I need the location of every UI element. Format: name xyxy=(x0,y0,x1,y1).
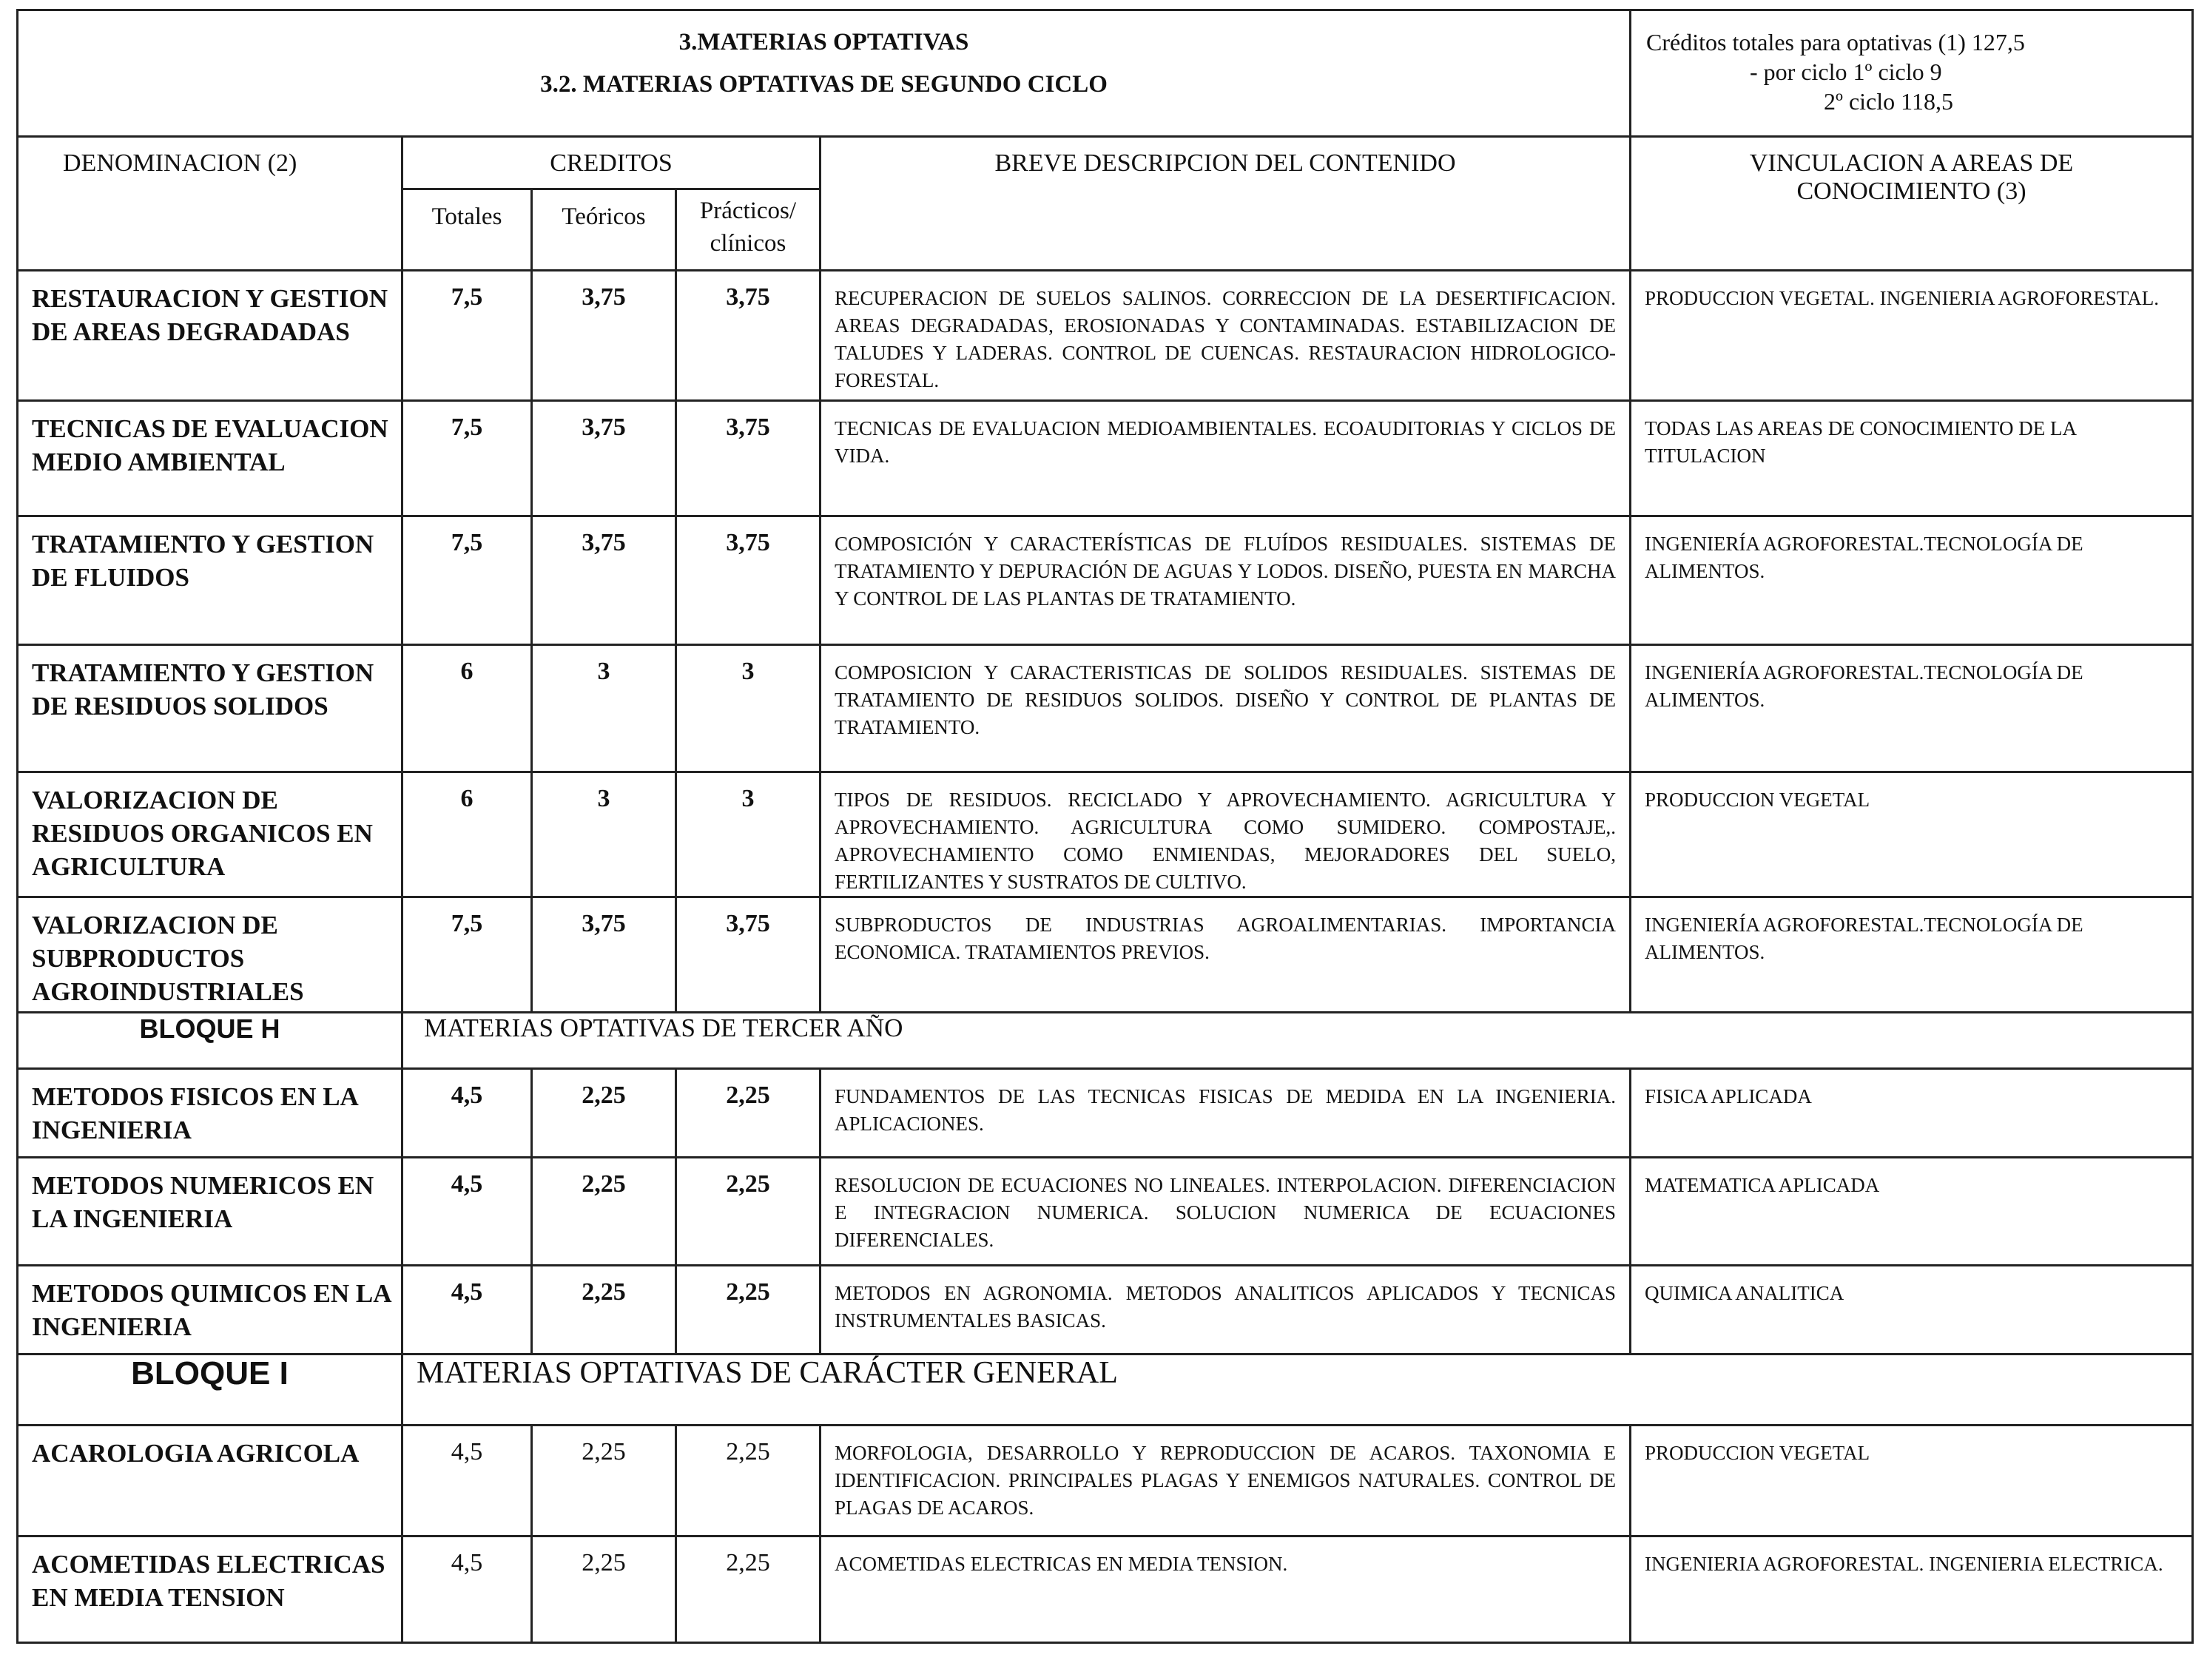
col-practicos-line1: Prácticos/ xyxy=(699,198,797,224)
credits-practicos: 3 xyxy=(676,645,821,772)
credits-teoricos: 2,25 xyxy=(532,1266,676,1355)
col-practicos xyxy=(676,189,821,271)
bloque-i-label: BLOQUE I xyxy=(18,1355,402,1426)
credits-teoricos: 2,25 xyxy=(532,1069,676,1158)
knowledge-area: INGENIERIA AGROFORESTAL. INGENIERIA ELECTRICA. xyxy=(1631,1536,2193,1643)
table-row xyxy=(18,1069,2193,1158)
subject-description: TECNICAS DE EVALUACION MEDIOAMBIENTALES. ECOAUDITORIAS Y CICLOS DE VIDA. xyxy=(821,401,1631,516)
bloque-h-header xyxy=(18,1013,2193,1069)
subject-description: SUBPRODUCTOS DE INDUSTRIAS AGROALIMENTARIAS. IMPORTANCIA ECONOMICA. TRATAMIENTOS PREVIOS. xyxy=(821,897,1631,1013)
col-descripcion: BREVE DESCRIPCION DEL CONTENIDO xyxy=(821,137,1631,271)
subject-description: COMPOSICION Y CARACTERISTICAS DE SOLIDOS RESIDUALES. SISTEMAS DE TRATAMIENTO DE RESIDUOS SOLIDOS. DISEÑO Y CONTROL DE PLANTAS DE TRATAMIENTO. xyxy=(821,645,1631,772)
credits-teoricos: 3,75 xyxy=(532,516,676,645)
col-vinculacion: VINCULACION A AREAS DE CONOCIMIENTO (3) xyxy=(1631,137,2193,271)
table-row xyxy=(18,1158,2193,1266)
knowledge-area: MATEMATICA APLICADA xyxy=(1631,1158,2193,1266)
subject-name: METODOS QUIMICOS EN LA INGENIERIA xyxy=(18,1266,402,1355)
credits-teoricos: 3,75 xyxy=(532,897,676,1013)
credits-practicos: 2,25 xyxy=(676,1536,821,1643)
credits-totales: 6 xyxy=(402,772,532,897)
header-row xyxy=(18,10,2193,137)
credits-totales: 4,5 xyxy=(402,1266,532,1355)
bloque-h-rows xyxy=(18,1069,2193,1355)
table-row xyxy=(18,897,2193,1013)
subject-name: TECNICAS DE EVALUACION MEDIO AMBIENTAL xyxy=(18,401,402,516)
subject-name: METODOS NUMERICOS EN LA INGENIERIA xyxy=(18,1158,402,1266)
subject-name: ACAROLOGIA AGRICOLA xyxy=(18,1426,402,1536)
table-row xyxy=(18,1426,2193,1536)
subject-name: VALORIZACION DE RESIDUOS ORGANICOS EN AGRICULTURA xyxy=(18,772,402,897)
credits-second-cycle: 2º ciclo 118,5 xyxy=(1824,88,1953,115)
table-row xyxy=(18,645,2193,772)
credits-totales: 4,5 xyxy=(402,1536,532,1643)
document-page xyxy=(16,9,2191,1644)
credits-summary xyxy=(1631,10,2193,137)
knowledge-area: INGENIERÍA AGROFORESTAL.TECNOLOGÍA DE ALIMENTOS. xyxy=(1631,645,2193,772)
optativas-table xyxy=(16,9,2194,1644)
bloque-i-rows xyxy=(18,1426,2193,1643)
col-creditos: CREDITOS xyxy=(402,137,821,189)
col-totales: Totales xyxy=(402,189,532,271)
table-row xyxy=(18,1536,2193,1643)
credits-practicos: 2,25 xyxy=(676,1069,821,1158)
table-row xyxy=(18,401,2193,516)
credits-teoricos: 2,25 xyxy=(532,1536,676,1643)
credits-total: Créditos totales para optativas (1) 127,5 xyxy=(1646,29,2025,55)
credits-teoricos: 3,75 xyxy=(532,401,676,516)
credits-teoricos: 2,25 xyxy=(532,1158,676,1266)
bloque-i-title: MATERIAS OPTATIVAS DE CARÁCTER GENERAL xyxy=(402,1355,2193,1426)
section-a-rows xyxy=(18,271,2193,1013)
col-denominacion: DENOMINACION (2) xyxy=(18,137,402,271)
credits-totales: 7,5 xyxy=(402,516,532,645)
credits-totales: 4,5 xyxy=(402,1426,532,1536)
credits-practicos: 3,75 xyxy=(676,271,821,401)
credits-totales: 4,5 xyxy=(402,1069,532,1158)
credits-practicos: 2,25 xyxy=(676,1266,821,1355)
subject-description: RECUPERACION DE SUELOS SALINOS. CORRECCION DE LA DESERTIFICACION. AREAS DEGRADADAS, EROSIONADAS Y CONTAMINADAS. ESTABILIZACION DE TALUDES Y LADERAS. CONTROL DE CUENCAS. RESTAURACION HIDROLOGICO-FORESTAL. xyxy=(821,271,1631,401)
subject-description: TIPOS DE RESIDUOS. RECICLADO Y APROVECHAMIENTO. AGRICULTURA Y APROVECHAMIENTO. AGRICULTURA COMO SUMIDERO. COMPOSTAJE,. APROVECHAMIENTO COMO ENMIENDAS, MEJORADORES DEL SUELO, FERTILIZANTES Y SUSTRATOS DE CULTIVO. xyxy=(821,772,1631,897)
knowledge-area: TODAS LAS AREAS DE CONOCIMIENTO DE LA TITULACION xyxy=(1631,401,2193,516)
subject-description: METODOS EN AGRONOMIA. METODOS ANALITICOS APLICADOS Y TECNICAS INSTRUMENTALES BASICAS. xyxy=(821,1266,1631,1355)
credits-totales: 7,5 xyxy=(402,897,532,1013)
credits-teoricos: 3 xyxy=(532,772,676,897)
subject-description: COMPOSICIÓN Y CARACTERÍSTICAS DE FLUÍDOS RESIDUALES. SISTEMAS DE TRATAMIENTO Y DEPURACIÓN DE AGUAS Y LODOS. DISEÑO, PUESTA EN MARCHA Y CONTROL DE LAS PLANTAS DE TRATAMIENTO. xyxy=(821,516,1631,645)
table-row xyxy=(18,1266,2193,1355)
credits-totales: 4,5 xyxy=(402,1158,532,1266)
credits-practicos: 3 xyxy=(676,772,821,897)
subject-description: FUNDAMENTOS DE LAS TECNICAS FISICAS DE MEDIDA EN LA INGENIERIA. APLICACIONES. xyxy=(821,1069,1631,1158)
credits-teoricos: 2,25 xyxy=(532,1426,676,1536)
bloque-h-title: MATERIAS OPTATIVAS DE TERCER AÑO xyxy=(402,1013,2193,1069)
credits-practicos: 3,75 xyxy=(676,401,821,516)
subject-name: METODOS FISICOS EN LA INGENIERIA xyxy=(18,1069,402,1158)
col-teoricos: Teóricos xyxy=(532,189,676,271)
subject-name: TRATAMIENTO Y GESTION DE FLUIDOS xyxy=(18,516,402,645)
knowledge-area: INGENIERÍA AGROFORESTAL.TECNOLOGÍA DE ALIMENTOS. xyxy=(1631,897,2193,1013)
credits-totales: 7,5 xyxy=(402,401,532,516)
title-line-1: 3.MATERIAS OPTATIVAS xyxy=(678,29,969,55)
knowledge-area: PRODUCCION VEGETAL xyxy=(1631,1426,2193,1536)
credits-practicos: 3,75 xyxy=(676,516,821,645)
knowledge-area: PRODUCCION VEGETAL. INGENIERIA AGROFORESTAL. xyxy=(1631,271,2193,401)
table-row xyxy=(18,516,2193,645)
knowledge-area: FISICA APLICADA xyxy=(1631,1069,2193,1158)
credits-practicos: 2,25 xyxy=(676,1426,821,1536)
credits-first-cycle: - por ciclo 1º ciclo 9 xyxy=(1750,58,1942,85)
credits-practicos: 2,25 xyxy=(676,1158,821,1266)
credits-teoricos: 3 xyxy=(532,645,676,772)
subject-name: ACOMETIDAS ELECTRICAS EN MEDIA TENSION xyxy=(18,1536,402,1643)
credits-totales: 7,5 xyxy=(402,271,532,401)
subject-description: MORFOLOGIA, DESARROLLO Y REPRODUCCION DE ACAROS. TAXONOMIA E IDENTIFICACION. PRINCIPALES PLAGAS Y ENEMIGOS NATURALES. CONTROL DE PLAGAS DE ACAROS. xyxy=(821,1426,1631,1536)
subject-description: RESOLUCION DE ECUACIONES NO LINEALES. INTERPOLACION. DIFERENCIACION E INTEGRACION NUMERICA. SOLUCION NUMERICA DE ECUACIONES DIFERENCIALES. xyxy=(821,1158,1631,1266)
subject-name: TRATAMIENTO Y GESTION DE RESIDUOS SOLIDOS xyxy=(18,645,402,772)
table-row xyxy=(18,271,2193,401)
title-line-2: 3.2. MATERIAS OPTATIVAS DE SEGUNDO CICLO xyxy=(540,71,1108,98)
col-practicos-line2: clínicos xyxy=(710,230,786,257)
knowledge-area: QUIMICA ANALITICA xyxy=(1631,1266,2193,1355)
subject-name: VALORIZACION DE SUBPRODUCTOS AGROINDUSTRIALES xyxy=(18,897,402,1013)
knowledge-area: INGENIERÍA AGROFORESTAL.TECNOLOGÍA DE ALIMENTOS. xyxy=(1631,516,2193,645)
credits-practicos: 3,75 xyxy=(676,897,821,1013)
knowledge-area: PRODUCCION VEGETAL xyxy=(1631,772,2193,897)
document-title xyxy=(18,10,1631,137)
bloque-i-header xyxy=(18,1355,2193,1426)
credits-teoricos: 3,75 xyxy=(532,271,676,401)
column-header-row-1 xyxy=(18,137,2193,189)
table-row xyxy=(18,772,2193,897)
subject-description: ACOMETIDAS ELECTRICAS EN MEDIA TENSION. xyxy=(821,1536,1631,1643)
bloque-h-label: BLOQUE H xyxy=(18,1013,402,1069)
subject-name: RESTAURACION Y GESTION DE AREAS DEGRADADAS xyxy=(18,271,402,401)
credits-totales: 6 xyxy=(402,645,532,772)
